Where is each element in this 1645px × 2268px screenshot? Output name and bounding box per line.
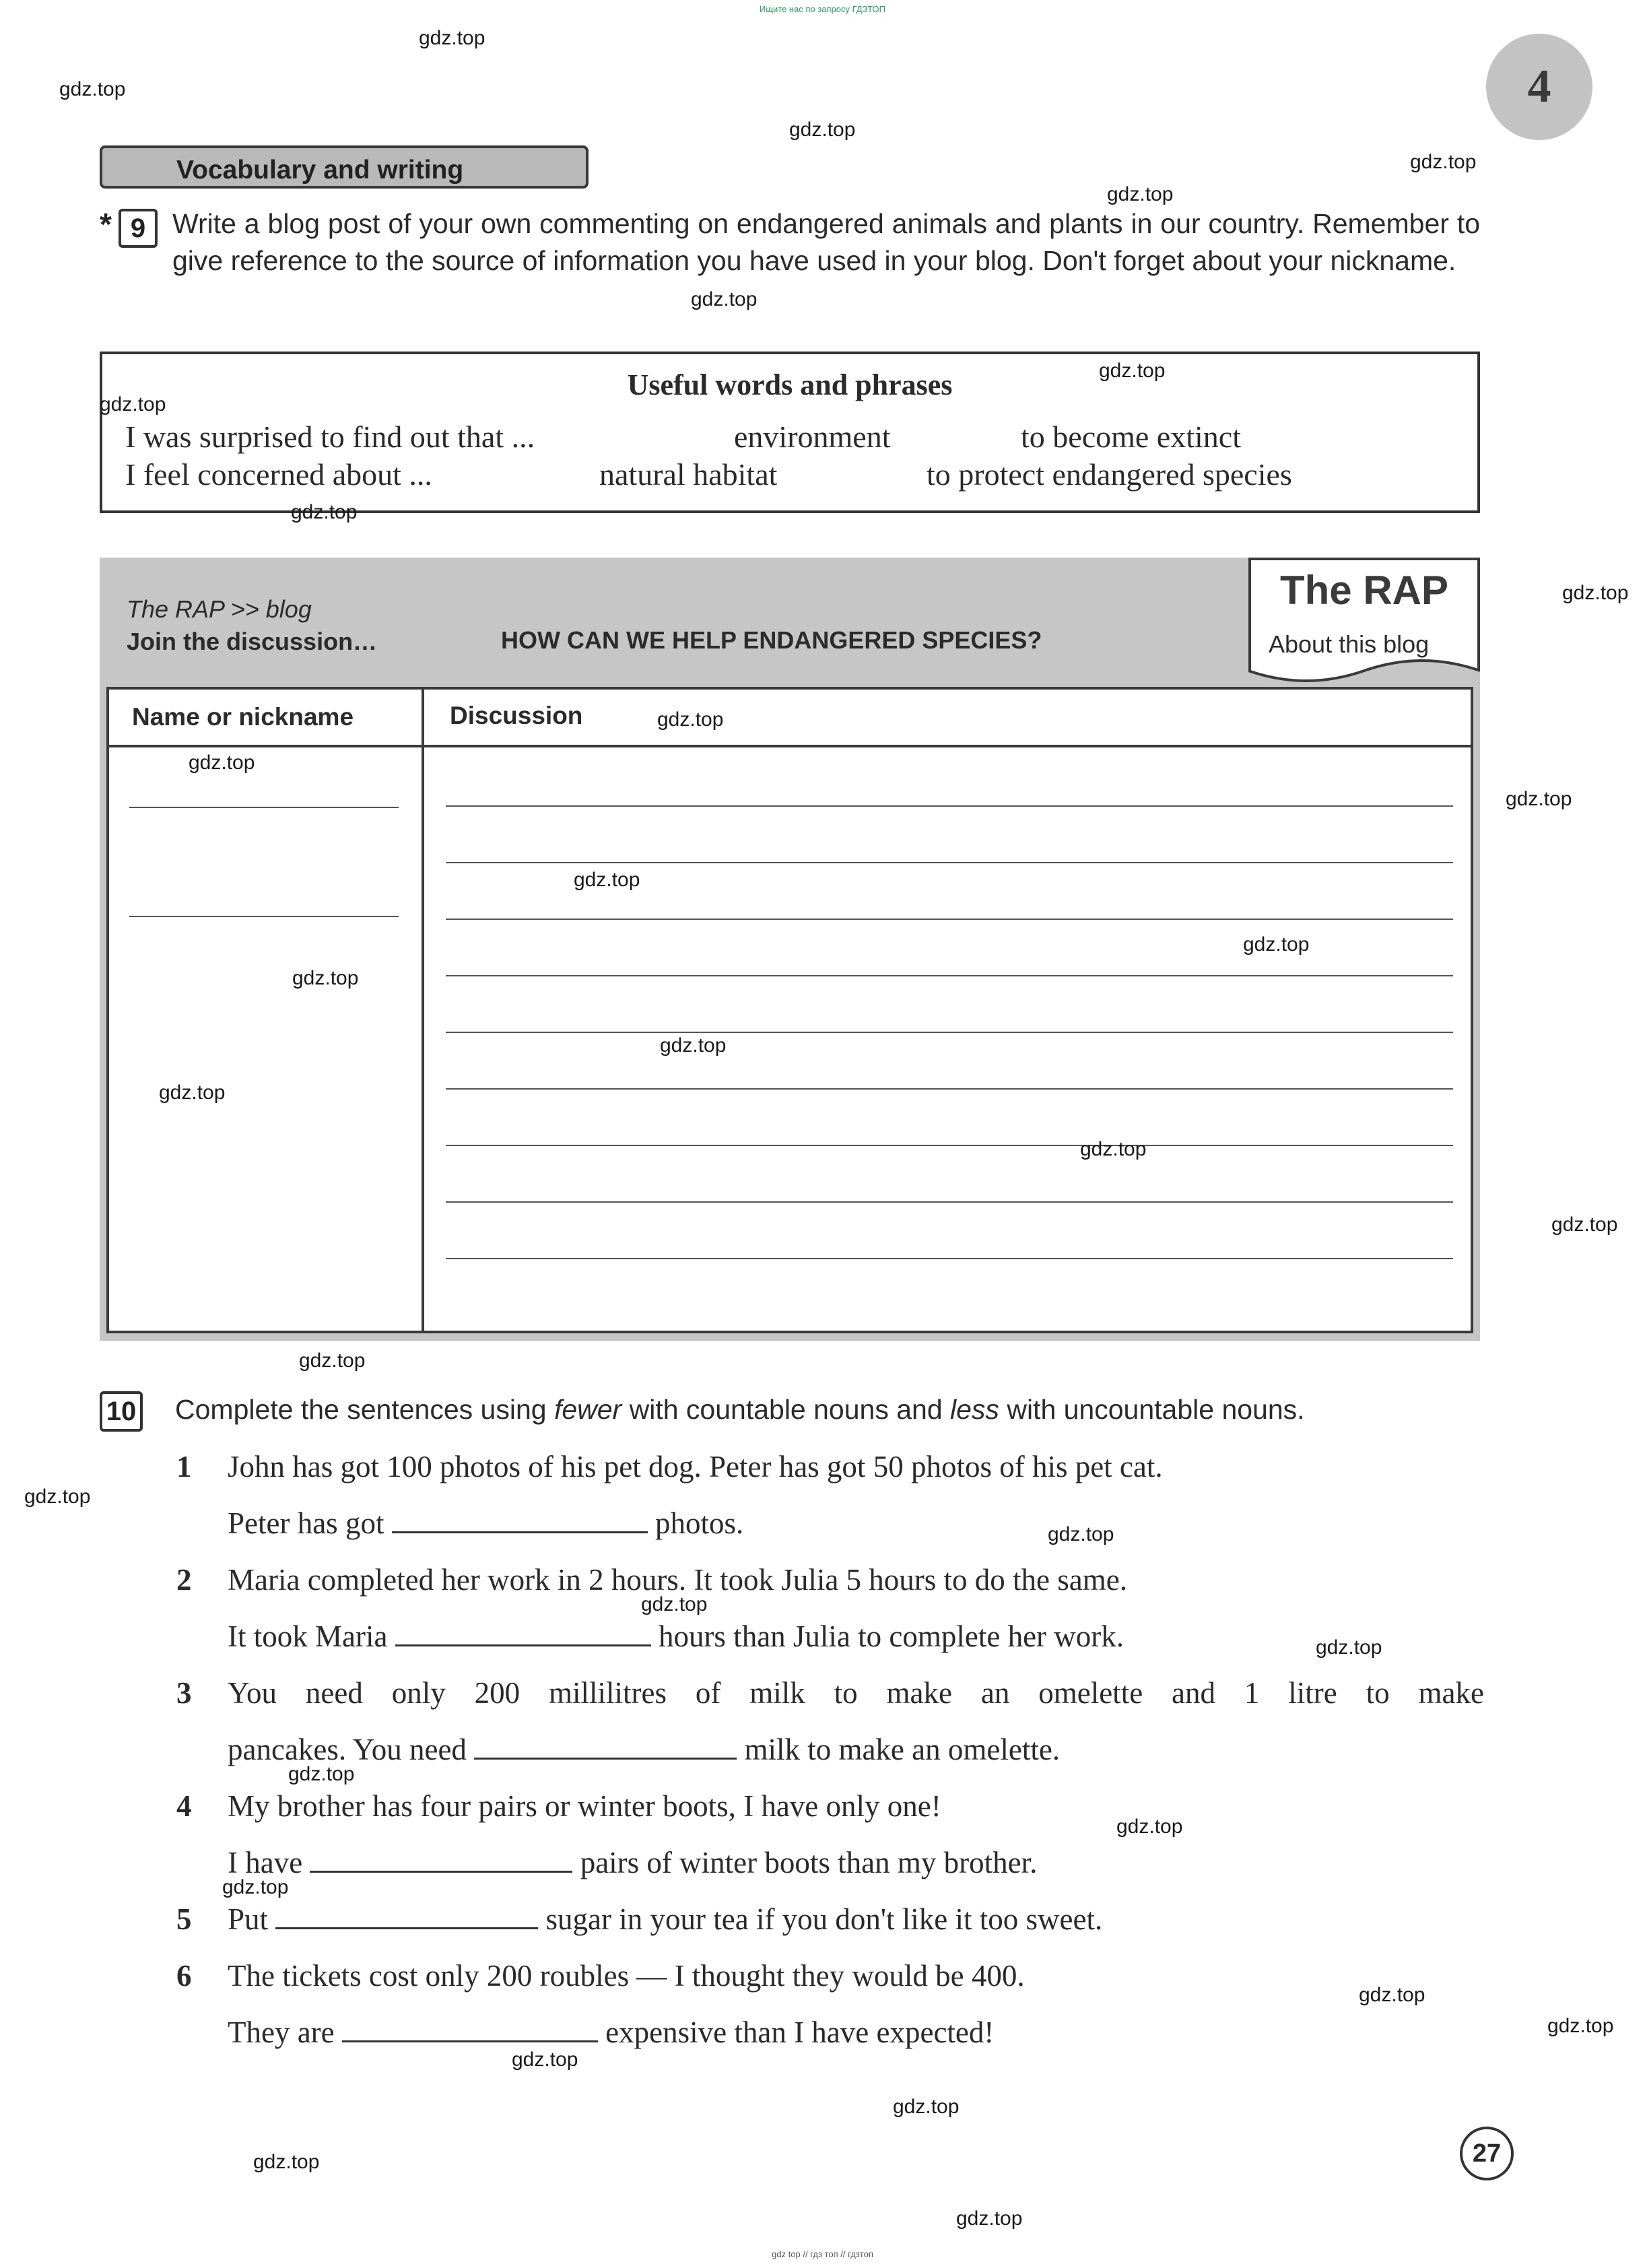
item-answer-line xyxy=(228,1902,1102,1937)
instruction-text: with uncountable nouns. xyxy=(999,1394,1305,1425)
watermark-text: gdz.top xyxy=(1080,1138,1147,1160)
item-answer-line xyxy=(228,1619,1124,1654)
instruction-text: with countable nouns and xyxy=(622,1394,951,1425)
item-sentence: John has got 100 photos of his pet dog. Peter has got 50 photos of his pet cat. xyxy=(228,1450,1163,1483)
answer-suffix: photos. xyxy=(654,1506,744,1540)
watermark-text: gdz.top xyxy=(1243,933,1310,956)
exercise-10-instruction xyxy=(175,1394,1305,1426)
phrase-item: environment xyxy=(734,420,891,454)
watermark-text: gdz.top xyxy=(1410,151,1477,173)
star-icon: * xyxy=(100,207,112,242)
watermark-text: gdz.top xyxy=(956,2207,1023,2230)
discussion-writing-line[interactable] xyxy=(446,862,1453,863)
discussion-writing-line[interactable] xyxy=(446,919,1453,920)
section-title: Vocabulary and writing xyxy=(100,145,589,189)
watermark-text: gdz.top xyxy=(1551,1213,1618,1236)
discussion-writing-line[interactable] xyxy=(446,975,1453,976)
answer-blank[interactable] xyxy=(392,1508,648,1533)
answer-prefix: Put xyxy=(228,1902,269,1936)
discussion-writing-line[interactable] xyxy=(446,1258,1453,1259)
item-number: 6 xyxy=(176,1959,192,1993)
answer-blank[interactable] xyxy=(342,2017,598,2042)
answer-prefix: pancakes. You need xyxy=(228,1733,467,1766)
item-number: 3 xyxy=(176,1676,192,1710)
item-number: 2 xyxy=(176,1563,192,1597)
watermark-text: gdz.top xyxy=(189,752,255,774)
keyword-less: less xyxy=(950,1394,999,1425)
instruction-text: Complete the sentences using xyxy=(175,1394,554,1425)
blog-join-label: Join the discussion… xyxy=(127,628,378,655)
watermark-text: gdz.top xyxy=(100,393,166,415)
answer-blank[interactable] xyxy=(395,1622,651,1646)
phrase-item: to become extinct xyxy=(1021,420,1241,454)
exercise-10-number: 10 xyxy=(100,1391,143,1432)
watermark-text: gdz.top xyxy=(660,1034,727,1057)
watermark-text: gdz.top xyxy=(691,288,758,310)
answer-suffix: expensive than I have expected! xyxy=(605,2015,995,2049)
answer-prefix: Peter has got xyxy=(228,1506,384,1540)
discussion-table xyxy=(106,687,1473,1333)
phrase-item: natural habitat xyxy=(599,457,778,492)
discussion-writing-line[interactable] xyxy=(446,1032,1453,1033)
watermark-text: gdz.top xyxy=(1048,1523,1114,1545)
watermark-text: gdz.top xyxy=(292,967,359,989)
item-number: 5 xyxy=(176,1902,192,1936)
name-writing-line[interactable] xyxy=(129,807,399,808)
item-sentence: You need only 200 millilitres of milk to make an omelette and 1 litre to make xyxy=(228,1676,1484,1710)
answer-suffix: hours than Julia to complete her work. xyxy=(658,1620,1124,1653)
top-note: Ищите нас по запросу ГДЗТОП xyxy=(759,4,885,14)
column-discussion-header: Discussion xyxy=(450,702,583,729)
watermark-text: gdz.top xyxy=(512,2048,578,2071)
watermark-text: gdz.top xyxy=(288,1763,355,1785)
exercise-9-number: 9 xyxy=(119,209,158,248)
item-answer-line xyxy=(228,1732,1060,1767)
useful-phrases-box xyxy=(100,352,1480,513)
answer-prefix: I have xyxy=(228,1846,303,1879)
table-column-divider xyxy=(422,690,424,1331)
watermark-text: gdz.top xyxy=(1116,1815,1183,1838)
watermark-text: gdz.top xyxy=(641,1593,708,1615)
answer-blank[interactable] xyxy=(275,1904,538,1929)
watermark-text: gdz.top xyxy=(299,1349,366,1372)
item-number: 4 xyxy=(176,1789,192,1823)
bottom-note: gdz top // гдз топ // гдзтоп xyxy=(772,2249,873,2259)
table-header-divider xyxy=(109,745,1471,747)
discussion-writing-line[interactable] xyxy=(446,1088,1453,1090)
watermark-text: gdz.top xyxy=(1359,1984,1425,2006)
watermark-text: gdz.top xyxy=(1547,2015,1614,2037)
phrase-item: to protect endangered species xyxy=(927,457,1292,492)
keyword-fewer: fewer xyxy=(553,1394,622,1425)
blog-breadcrumb: The RAP >> blog xyxy=(127,595,312,623)
answer-prefix: It took Maria xyxy=(228,1620,388,1653)
blog-question: HOW CAN WE HELP ENDANGERED SPECIES? xyxy=(501,626,1042,654)
item-answer-line xyxy=(228,1506,743,1541)
column-name-header: Name or nickname xyxy=(132,703,354,731)
watermark-text: gdz.top xyxy=(574,869,640,891)
item-answer-line xyxy=(228,1845,1037,1880)
watermark-text: gdz.top xyxy=(657,708,724,731)
answer-suffix: pairs of winter boots than my brother. xyxy=(580,1846,1038,1879)
watermark-text: gdz.top xyxy=(59,78,126,100)
answer-blank[interactable] xyxy=(474,1735,737,1760)
answer-suffix: milk to make an omelette. xyxy=(744,1733,1061,1766)
item-answer-line xyxy=(228,2015,994,2050)
discussion-writing-line[interactable] xyxy=(446,805,1453,807)
watermark-text: gdz.top xyxy=(222,1876,289,1898)
watermark-text: gdz.top xyxy=(291,501,358,523)
about-blog-link[interactable]: About this blog xyxy=(1269,630,1430,658)
watermark-text: gdz.top xyxy=(1099,360,1166,382)
useful-phrases-title: Useful words and phrases xyxy=(627,368,953,401)
answer-suffix: sugar in your tea if you don't like it too sweet. xyxy=(545,1902,1103,1936)
watermark-text: gdz.top xyxy=(1316,1636,1382,1659)
watermark-text: gdz.top xyxy=(893,2096,960,2118)
watermark-text: gdz.top xyxy=(1107,183,1174,205)
exercise-9-instruction: Write a blog post of your own commenting on endangered animals and plants in our country. Remember to give reference to the source of information you have used in your blog. Don't forget about your nickname. xyxy=(172,208,1480,276)
the-rap-logo: The RAP xyxy=(1248,558,1480,620)
discussion-writing-line[interactable] xyxy=(446,1145,1453,1146)
watermark-text: gdz.top xyxy=(159,1081,226,1104)
watermark-text: gdz.top xyxy=(253,2151,320,2173)
discussion-writing-line[interactable] xyxy=(446,1201,1453,1203)
name-writing-line[interactable] xyxy=(129,916,399,917)
watermark-text: gdz.top xyxy=(419,27,485,49)
phrase-item: I was surprised to find out that ... xyxy=(125,420,535,454)
watermark-text: gdz.top xyxy=(1506,788,1572,810)
item-sentence: Maria completed her work in 2 hours. It took Julia 5 hours to do the same. xyxy=(228,1563,1127,1597)
item-number: 1 xyxy=(176,1450,192,1483)
item-sentence: My brother has four pairs or winter boots, I have only one! xyxy=(228,1789,941,1823)
unit-number-badge: 4 xyxy=(1486,34,1592,140)
page-number: 27 xyxy=(1460,2127,1514,2180)
answer-blank[interactable] xyxy=(310,1848,572,1873)
watermark-text: gdz.top xyxy=(24,1486,91,1508)
item-sentence: The tickets cost only 200 roubles — I thought they would be 400. xyxy=(228,1959,1025,1993)
answer-prefix: They are xyxy=(228,2015,335,2049)
watermark-text: gdz.top xyxy=(789,119,856,141)
phrase-item: I feel concerned about ... xyxy=(125,457,432,492)
watermark-text: gdz.top xyxy=(1562,582,1629,604)
